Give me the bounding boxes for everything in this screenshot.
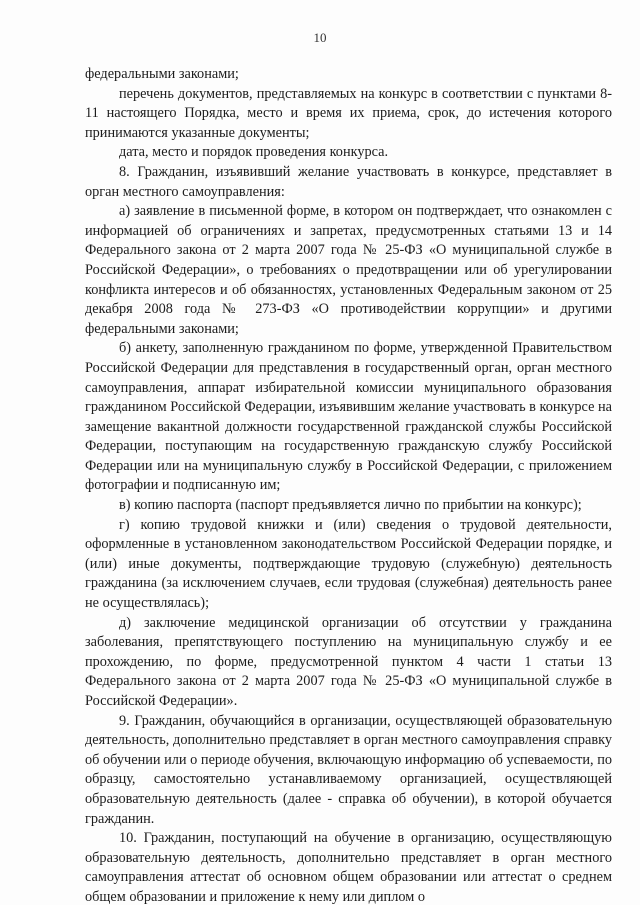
paragraph-continuation: федеральными законами; [85, 66, 239, 82]
document-body [85, 65, 612, 908]
paragraph-item-8v: в) копию паспорта (паспорт предъявляется лично по прибытии на конкурс); [119, 497, 582, 514]
page-number: 10 [313, 30, 327, 45]
paragraph-documents-list: перечень документов, представляемых на конкурс в соответствии с пунктами 8-11 настоящего Порядка, место и время их приема, срок, до истечения которого принимаются указанные документы; [85, 85, 612, 141]
paragraph-item-8a: а) заявление в письменной форме, в котором он подтверждает, что ознакомлен с информацией об ограничениях и запретах, предусмотренных статьями 13 и 14 Федерального закона от 2 марта 2007 года № 25-ФЗ «О муниципальной службе в Российской Федерации», о требованиях о предотвращении или об урегулировании конфликта интересов и об обязанностях, установленных Федеральным законом от 25 декабря 2008 года № 273-ФЗ «О противодействии коррупции» и другими федеральными законами; [85, 203, 612, 337]
paragraph-date-place: дата, место и порядок проведения конкурса. [119, 144, 389, 161]
paragraph-item-8: 8. Гражданин, изъявивший желание участвовать в конкурсе, представляет в орган местного самоуправления: [85, 163, 612, 200]
paragraph-item-8d: д) заключение медицинской организации об отсутствии у гражданина заболевания, препятствующего поступлению на муниципальную службу и ее прохождению, по форме, предусмотренной пунктом 4 части 1 статьи 13 Федерального закона от 2 марта 2007 года № 25-ФЗ «О муниципальной службе в Российской Федерации». [85, 614, 612, 709]
paragraph-item-9: 9. Гражданин, обучающийся в организации, осуществляющей образовательную деятельность, дополнительно представляет в орган местного самоуправления справку об обучении или о периоде обучения, включающую информацию об успеваемости, по образцу, самостоятельно устанавливаемому организацией, осуществляющей образовательную деятельность (далее - справка об обучении), в которой обучается гражданин. [85, 712, 612, 827]
paragraph-item-10: 10. Гражданин, поступающий на обучение в организацию, осуществляющую образовательную деятельность, дополнительно представляет в орган местного самоуправления аттестат об основном общем образовании или аттестат о среднем общем образовании и приложение к нему или диплом о [85, 830, 612, 905]
paragraph-item-8b: б) анкету, заполненную гражданином по форме, утвержденной Правительством Российской Федерации для представления в государственный орган, орган местного самоуправления, аппарат избирательной комиссии муниципального образования гражданином Российской Федерации, изъявившим желание участвовать в конкурсе на замещение вакантной должности государственной гражданской службы Российской Федерации, поступающим на государственную гражданскую службу Российской Федерации или на муниципальную службу в Российской Федерации, с приложением фотографии и подписанную им; [85, 340, 612, 494]
paragraph-item-8g: г) копию трудовой книжки и (или) сведения о трудовой деятельности, оформленные в установленном законодательством Российской Федерации порядке, и (или) иные документы, подтверждающие трудовую (служебную) деятельность гражданина (за исключением случаев, если трудовая (служебная) деятельность ранее не осуществлялась); [85, 516, 612, 612]
